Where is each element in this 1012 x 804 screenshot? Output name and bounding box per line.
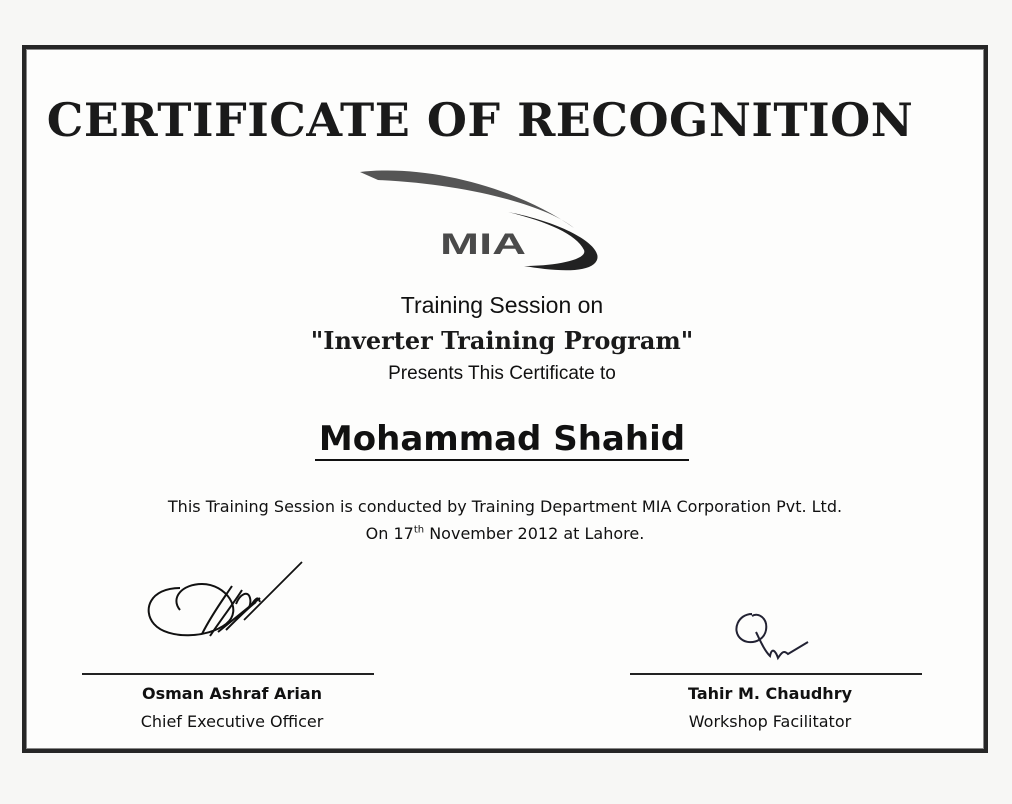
date-prefix: On 17 <box>365 524 414 543</box>
recipient-name: Mohammad Shahid <box>315 419 689 461</box>
date-rest: November 2012 at Lahore. <box>424 524 645 543</box>
recipient-block <box>0 414 1004 471</box>
right-signature-line <box>630 673 922 675</box>
ceo-name: Osman Ashraf Arian <box>141 684 322 703</box>
ceo-role: Chief Executive Officer <box>140 712 324 731</box>
certificate-title: CERTIFICATE OF RECOGNITION <box>46 93 914 147</box>
program-name: "Inverter Training Program" <box>310 326 694 355</box>
logo-wordmark: MIA <box>440 228 526 261</box>
logo-swoosh-upper <box>360 170 574 228</box>
left-signature-line <box>82 673 374 675</box>
date-line <box>0 521 1010 547</box>
date-ordinal: th <box>413 524 425 536</box>
facilitator-signature <box>726 606 816 666</box>
facilitator-role: Workshop Facilitator <box>688 712 852 731</box>
conducted-line: This Training Session is conducted by Training Department MIA Corporation Pvt. Ltd. <box>167 497 843 516</box>
training-session-line: Training Session on <box>400 292 604 318</box>
facilitator-name: Tahir M. Chaudhry <box>687 684 853 703</box>
ceo-signature <box>140 558 310 648</box>
mia-logo <box>348 166 606 278</box>
presents-line: Presents This Certificate to <box>388 363 616 384</box>
